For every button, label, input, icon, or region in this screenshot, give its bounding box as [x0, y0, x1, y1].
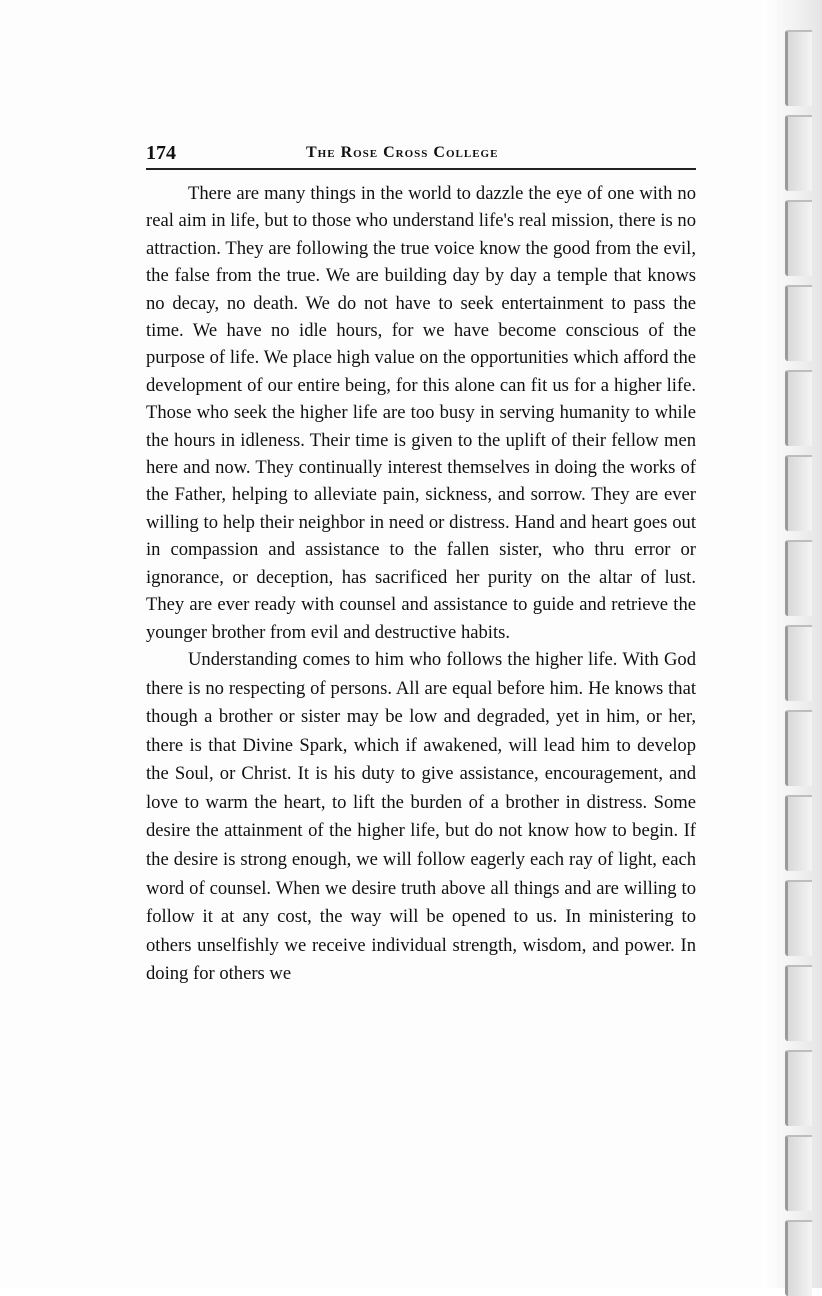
thumb-tab [785, 455, 812, 531]
page-edge-tabs [762, 0, 822, 1288]
thumb-tab [785, 285, 812, 361]
thumb-tab [785, 1135, 812, 1211]
thumb-tab [785, 540, 812, 616]
thumb-tab [785, 625, 812, 701]
thumb-tab [785, 200, 812, 276]
thumb-tab [785, 1050, 812, 1126]
thumb-tab [785, 1220, 812, 1296]
thumb-tab [785, 370, 812, 446]
body-text [146, 180, 696, 989]
paragraph: Understanding comes to him who follows the higher life. With God there is no respecting of persons. All are equal before him. He knows that though a brother or sister may be low and degraded, yet in him, or her, there is that Divine Spark, which if awakened, will lead him to develop the Soul, or Christ. It is his duty to give assistance, encouragement, and love to warm the heart, to lift the burden of a brother in distress. Some desire the attainment of the higher life, but do not know how to begin. If the desire is strong enough, we will follow eagerly each ray of light, each word of counsel. When we desire truth above all things and are willing to follow it at any cost, the way will be opened to us. In ministering to others unselfishly we receive individual strength, wisdom, and power. In doing for others we [146, 648, 696, 985]
thumb-tab [785, 30, 812, 106]
thumb-tab [785, 710, 812, 786]
thumb-tab [785, 795, 812, 871]
header-rule [146, 168, 696, 170]
thumb-tab [785, 880, 812, 956]
running-title: The Rose Cross College [306, 144, 499, 161]
paragraph: There are many things in the world to dazzle the eye of one with no real aim in life, but to those who understand life's real mission, there is no attraction. They are following the true voice know the good from the evil, the false from the true. We are building day by day a temple that knows no decay, no death. We do not have to seek entertainment to pass the time. We have no idle hours, for we have become conscious of the purpose of life. We place high value on the opportunities which afford the development of our entire being, for this alone can fit us for a higher life. Those who seek the higher life are too busy in serving humanity to while the hours in idleness. Their time is given to the uplift of their fellow men here and now. They continually interest themselves in doing the works of the Father, helping to alleviate pain, sickness, and sorrow. They are ever willing to help their neighbor in need or distress. Hand and heart goes out in compassion and assistance to the fallen sister, who thru error or ignorance, or deception, has sacrificed her purity on the altar of lust. They are ever ready with counsel and assistance to guide and retrieve the younger brother from evil and destructive habits. [146, 183, 696, 643]
thumb-tab [785, 115, 812, 191]
page-number: 174 [146, 142, 176, 164]
thumb-tab [785, 965, 812, 1041]
page-header [146, 140, 696, 174]
